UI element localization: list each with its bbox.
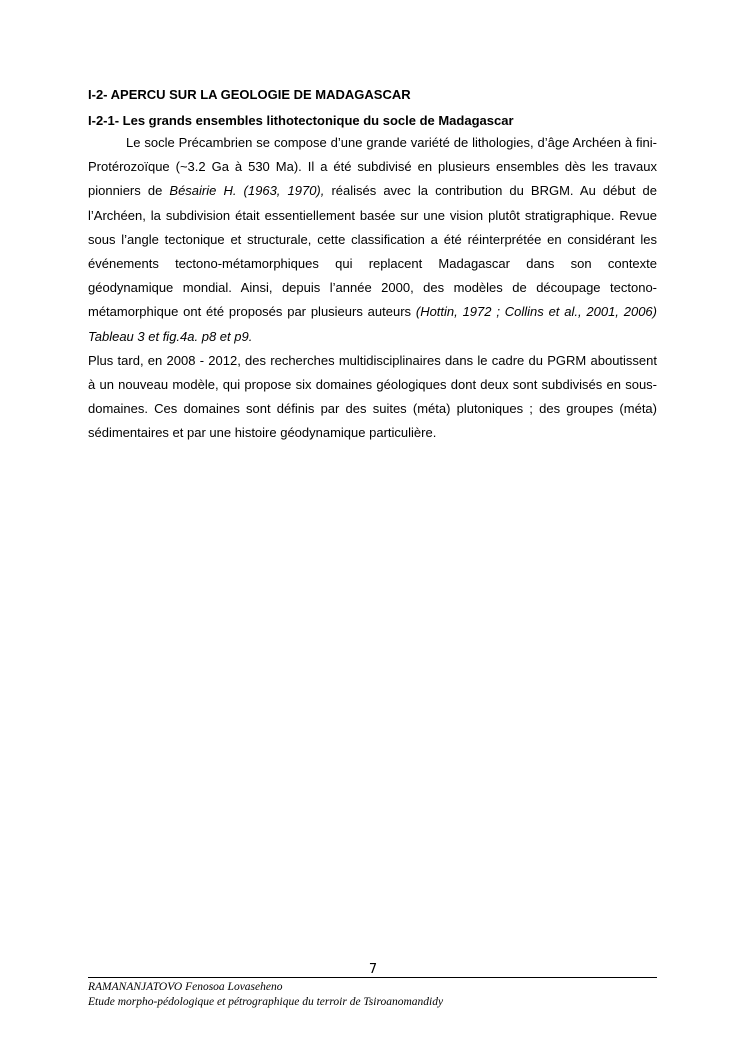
- page-footer: [88, 980, 657, 1010]
- footer-thesis-title: Etude morpho-pédologique et pétrographique du terroir de Tsiroanomandidy: [88, 996, 444, 1008]
- paragraph-1-text-a: Le socle Précambrien se compose d’une grande variété de lithologies, d’âge Archéen à fini-Protérozoïque (~3.2 Ga à 530 Ma). Il a été subdivisé en plusieurs ensembles dès les travaux pionniers de: [88, 135, 657, 199]
- paragraph-2: Plus tard, en 2008 - 2012, des recherches multidisciplinaires dans le cadre du PGRM aboutissent à un nouveau modèle, qui propose six domaines géologiques dont deux sont subdivisés en sous-domaines. Ces domaines sont définis par des suites (méta) plutoniques ; des groupes (méta) sédimentaires et par une histoire géodynamique particulière.: [88, 352, 657, 441]
- subsection-title: I-2-1- Les grands ensembles lithotectonique du socle de Madagascar: [88, 113, 514, 128]
- paragraph-1-text-b: réalisés avec la contribution du BRGM. Au début de l’Archéen, la subdivision était essentiellement basée sur une vision plutôt stratigraphique. Revue sous l’angle tectonique et structurale, cette classification a été réinterprétée en considérant les événements tectono-métamorphiques qui replacent Madagascar dans son contexte géodynamique mondial. Ainsi, depuis l’année 2000, des modèles de découpage tectono-métamorphique ont été proposés par plusieurs auteurs: [88, 183, 657, 320]
- page-content: [88, 85, 657, 446]
- paragraph-1: [88, 131, 657, 349]
- page-number: 7: [368, 962, 378, 977]
- footer-divider: [88, 977, 657, 978]
- citation-hottin-collins: (Hottin, 1972 ; Collins et al., 2001, 2006) Tableau 3 et fig.4a. p8 et p9.: [88, 304, 657, 344]
- citation-besairie: Bésairie H. (1963, 1970),: [169, 183, 325, 199]
- section-title: I-2- APERCU SUR LA GEOLOGIE DE MADAGASCAR: [88, 87, 411, 102]
- footer-author: RAMANANJATOVO Fenosoa Lovaseheno: [88, 981, 283, 993]
